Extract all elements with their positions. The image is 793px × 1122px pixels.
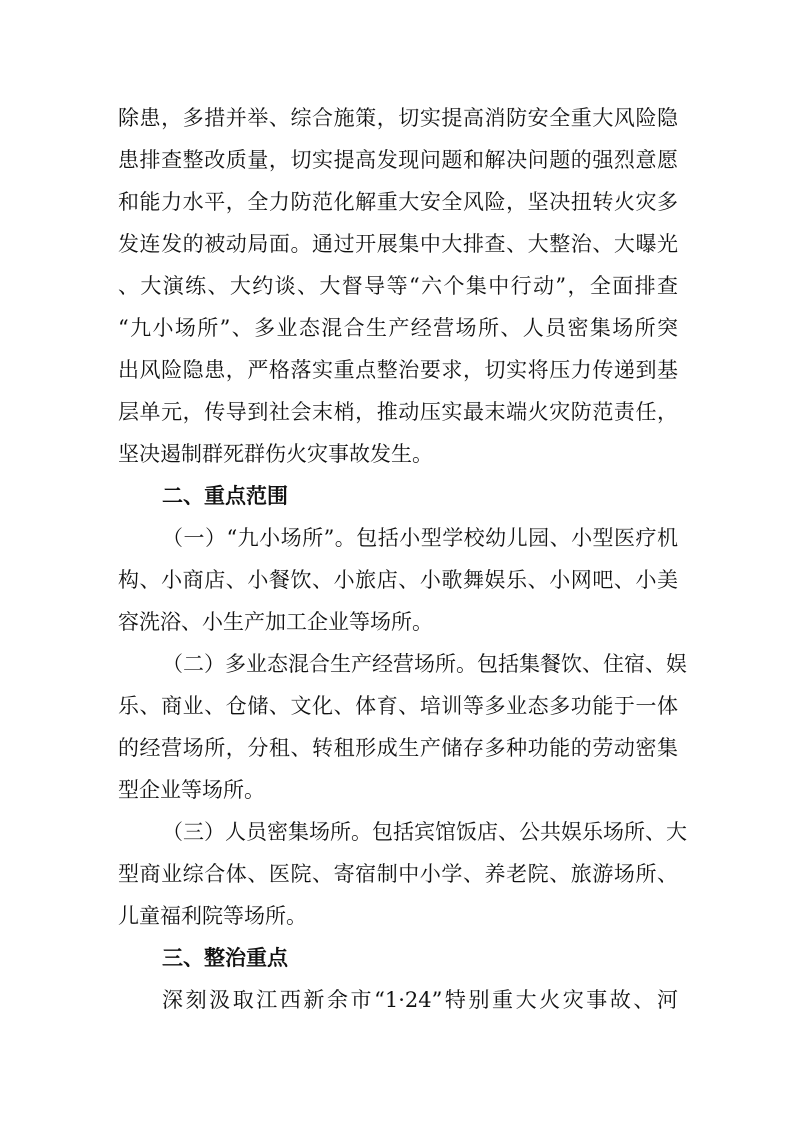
section-heading-scope: 二、重点范围 [162,484,288,508]
body-text-line: 出风险隐患，严格落实重点整治要求，切实将压力传递到基 [118,358,678,382]
body-text-line: 发连发的被动局面。通过开展集中大排查、大整治、大曝光 [118,232,678,256]
body-text-line: “九小场所”、多业态混合生产经营场所、人员密集场所突 [118,316,678,340]
list-item-line: 型商业综合体、医院、寄宿制中小学、养老院、旅游场所、 [118,862,678,886]
list-item-line: 构、小商店、小餐饮、小旅店、小歌舞娱乐、小网吧、小美 [118,568,678,592]
list-item-line: 儿童福利院等场所。 [118,904,307,928]
body-text-line: 和能力水平，全力防范化解重大安全风险，坚决扭转火灾多 [118,190,678,214]
body-text-line: 深刻汲取江西新余市“1·24”特别重大火灾事故、河 [162,988,678,1012]
body-text-line: 坚决遏制群死群伤火灾事故发生。 [118,442,433,466]
section-heading-focus: 三、整治重点 [162,946,288,970]
list-item-line: 的经营场所，分租、转租形成生产储存多种功能的劳动密集 [118,736,678,760]
body-text-line: 层单元，传导到社会末梢，推动压实最末端火灾防范责任， [118,400,678,424]
list-item-line: （二）多业态混合生产经营场所。包括集餐饮、住宿、娱 [162,652,687,676]
list-item-line: 乐、商业、仓储、文化、体育、培训等多业态多功能于一体 [118,694,678,718]
list-item-line: 容洗浴、小生产加工企业等场所。 [118,610,433,634]
body-text-line: 患排查整改质量，切实提高发现问题和解决问题的强烈意愿 [118,148,678,172]
list-item-line: 型企业等场所。 [118,778,265,802]
list-item-line: （三）人员密集场所。包括宾馆饭店、公共娱乐场所、大 [162,820,687,844]
list-item-line: （一）“九小场所”。包括小型学校幼儿园、小型医疗机 [162,526,678,550]
body-text-line: 除患，多措并举、综合施策，切实提高消防安全重大风险隐 [118,106,678,130]
body-text-line: 、大演练、大约谈、大督导等“六个集中行动”，全面排查 [118,274,678,298]
